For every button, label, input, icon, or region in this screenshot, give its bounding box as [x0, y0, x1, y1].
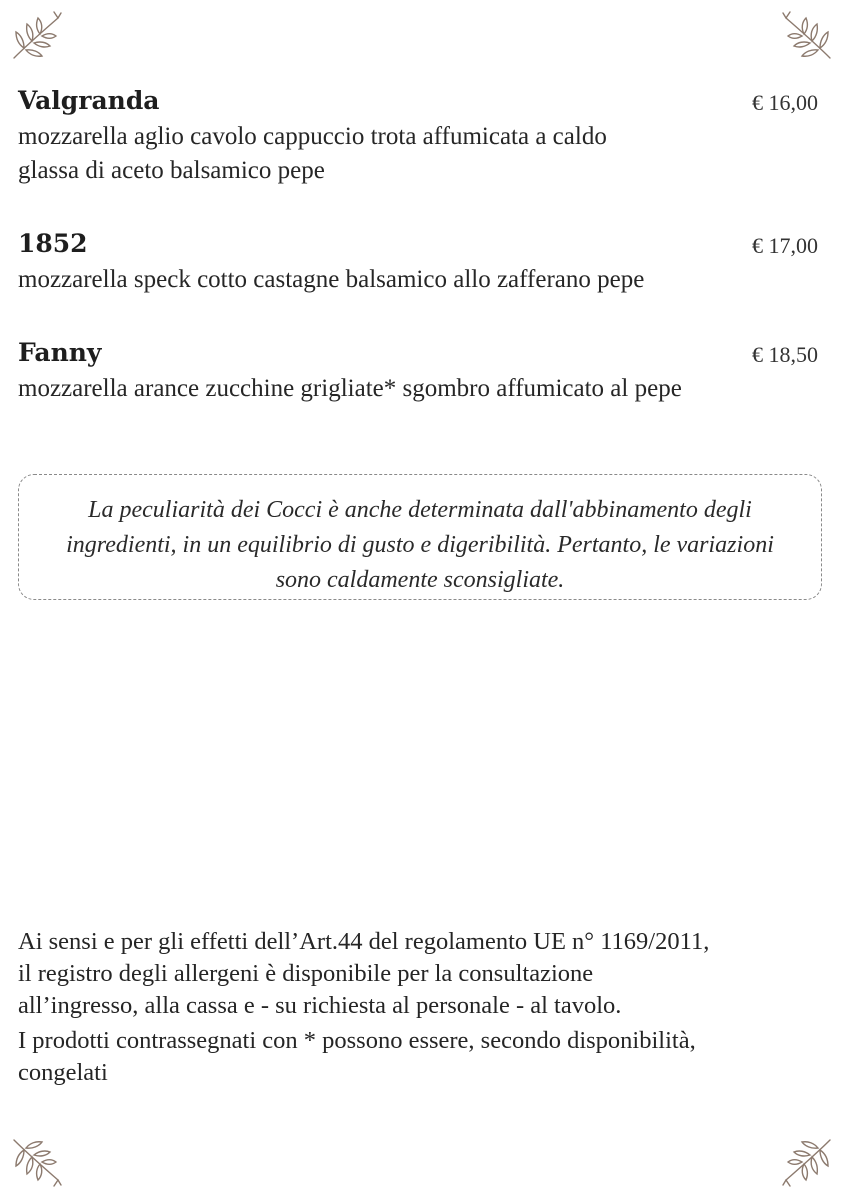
allergen-notice	[18, 926, 828, 1089]
menu-item-1852	[18, 229, 818, 297]
note-line: La peculiarità dei Cocci è anche determinata dall'abbinamento degli	[88, 497, 752, 523]
dish-price: € 17,00	[752, 233, 818, 258]
frozen-products-line: congelati	[18, 1059, 108, 1086]
wheat-sprig-icon	[10, 8, 62, 64]
note-line: ingredienti, in un equilibrio di gusto e digeribilità. Pertanto, le variazioni	[66, 532, 774, 558]
menu-item-fanny	[18, 338, 818, 406]
wheat-sprig-icon	[782, 8, 834, 64]
allergen-notice-line: all’ingresso, alla cassa e - su richiesta al personale - al tavolo.	[18, 992, 622, 1019]
dish-description-line: mozzarella speck cotto castagne balsamico allo zafferano pepe	[18, 266, 645, 293]
variations-note-box	[18, 474, 822, 600]
menu-item-valgranda	[18, 86, 818, 188]
dish-name: 1852	[18, 229, 88, 258]
note-line: sono caldamente sconsigliate.	[275, 567, 565, 593]
dish-price: € 16,00	[752, 90, 818, 115]
dish-description-line: glassa di aceto balsamico pepe	[18, 157, 325, 184]
variations-note	[19, 493, 821, 598]
dish-price: € 18,50	[752, 342, 818, 367]
dish-name: Valgranda	[18, 86, 160, 115]
allergen-notice-line: il registro degli allergeni è disponibile per la consultazione	[18, 960, 594, 987]
wheat-sprig-icon	[782, 1134, 834, 1190]
dish-name: Fanny	[18, 338, 102, 367]
allergen-notice-line: Ai sensi e per gli effetti dell’Art.44 del regolamento UE n° 1169/2011,	[18, 928, 710, 955]
dish-description-line: mozzarella arance zucchine grigliate* sgombro affumicato al pepe	[18, 375, 682, 402]
dish-description-line: mozzarella aglio cavolo cappuccio trota affumicata a caldo	[18, 123, 607, 150]
frozen-products-line: I prodotti contrassegnati con * possono essere, secondo disponibilità,	[18, 1027, 696, 1054]
wheat-sprig-icon	[10, 1134, 62, 1190]
